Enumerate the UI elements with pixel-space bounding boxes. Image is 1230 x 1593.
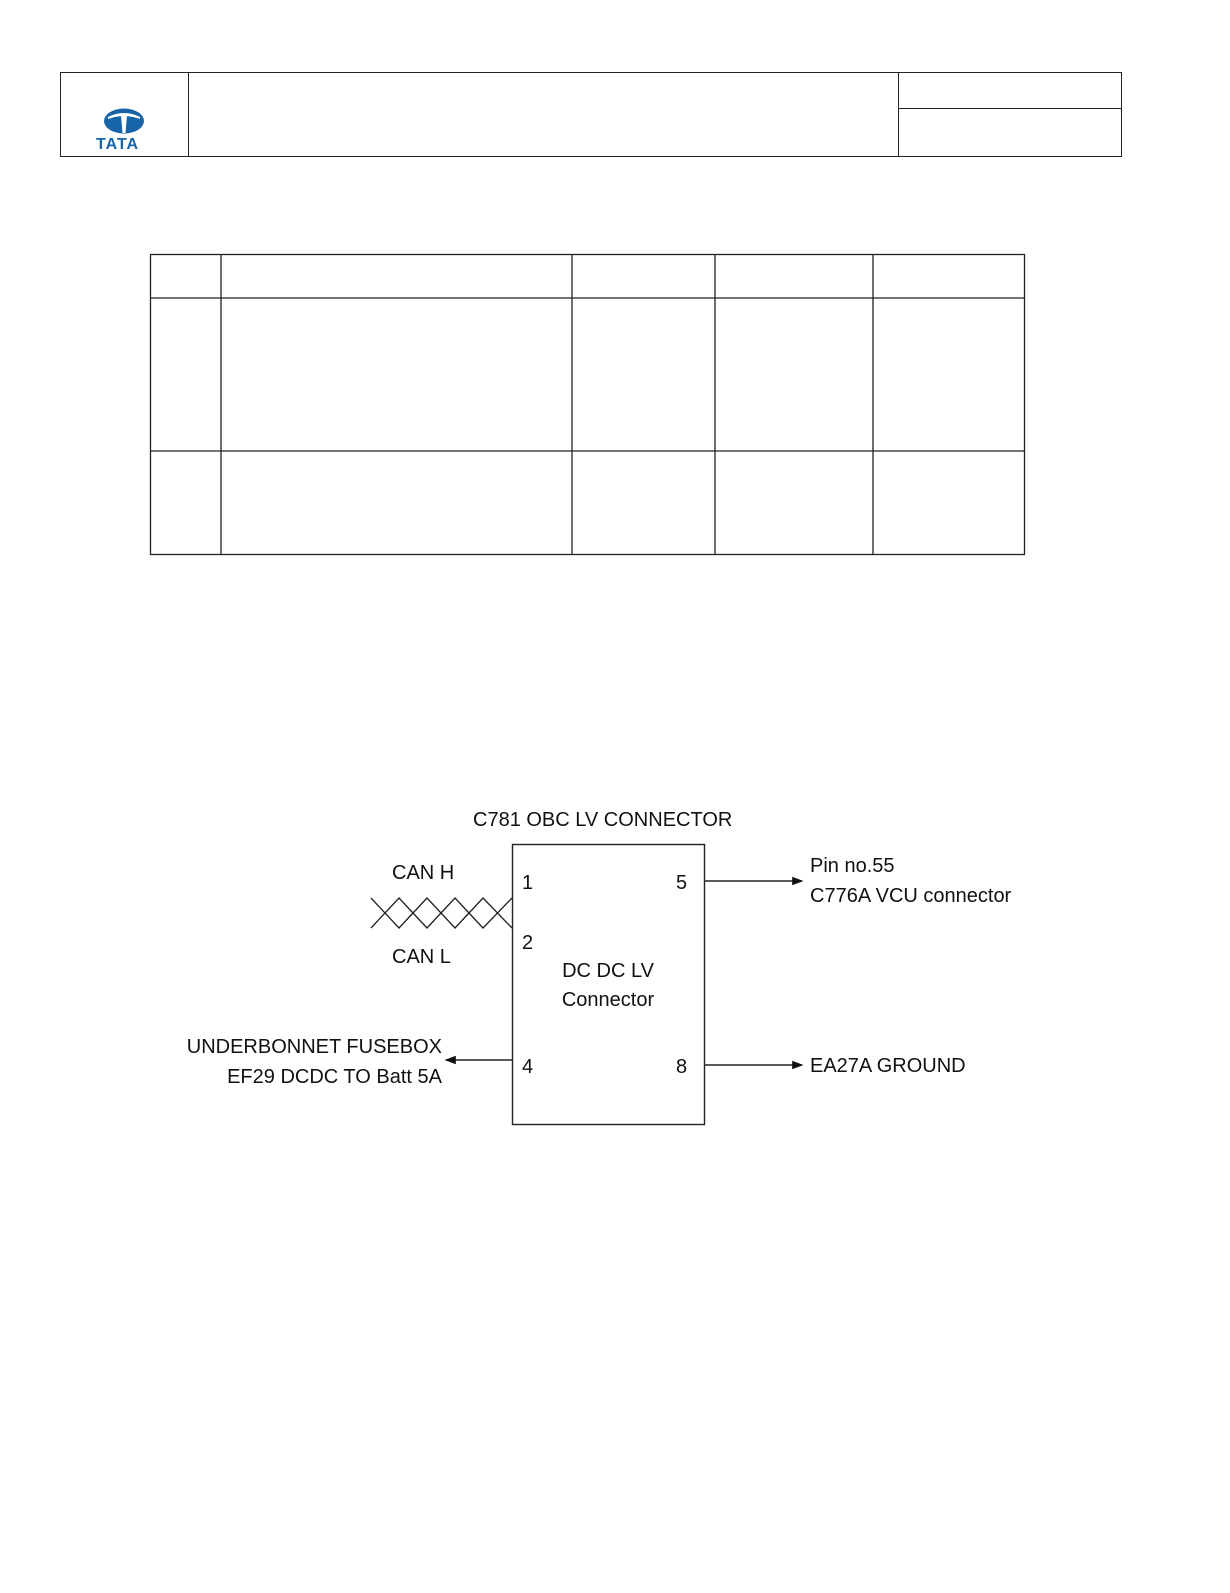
pin-4-target-line2: EF29 DCDC TO Batt 5A — [227, 1066, 442, 1088]
pin-4-label: 4 — [522, 1056, 534, 1078]
pin-8-label: 8 — [676, 1056, 688, 1078]
connector-diagram — [0, 780, 1230, 1160]
can-l-label: CAN L — [392, 946, 451, 968]
table-outline — [151, 255, 1025, 555]
box-label-line2: Connector — [561, 989, 655, 1011]
pin-5-target-line1: Pin no.55 — [810, 855, 895, 877]
specification-table — [0, 0, 1230, 600]
pin-1-label: 1 — [522, 872, 534, 894]
pin-4-target-line1: UNDERBONNET FUSEBOX — [186, 1036, 442, 1058]
pin-8-target: EA27A GROUND — [810, 1055, 966, 1077]
can-h-label: CAN H — [392, 862, 455, 884]
pin-5-label: 5 — [676, 872, 688, 894]
pin-2-label: 2 — [522, 932, 534, 954]
diagram-title: C781 OBC LV CONNECTOR — [473, 809, 733, 831]
can-twisted-pair — [371, 898, 512, 928]
pin-5-target-line2: C776A VCU connector — [810, 885, 1012, 907]
logo-wordmark: TATA — [96, 136, 140, 153]
box-label-line1: DC DC LV — [562, 960, 654, 982]
